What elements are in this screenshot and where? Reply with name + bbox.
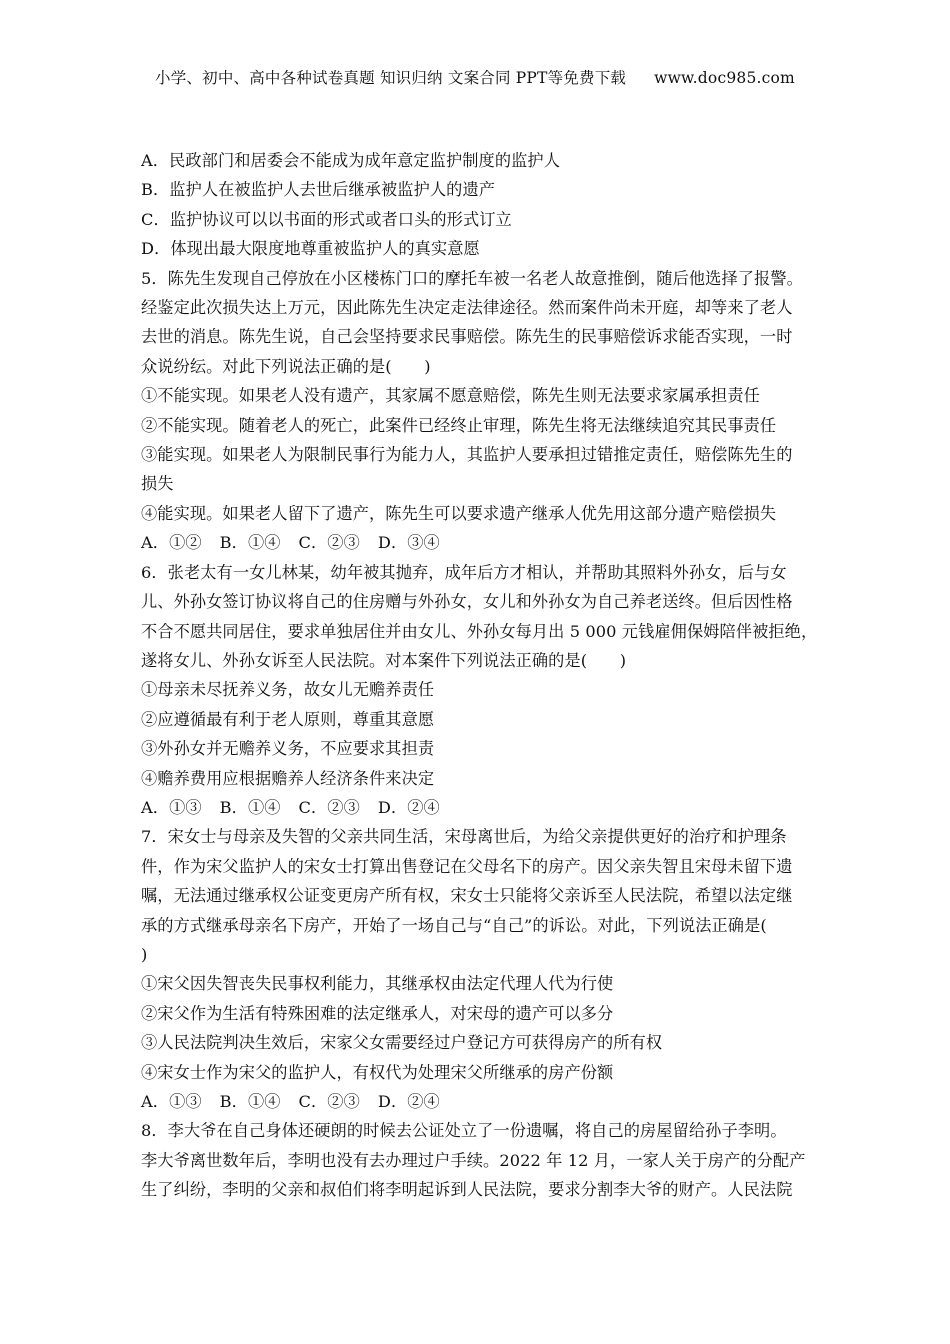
question-8 [141,1116,831,1204]
q5-stem-line: 经鉴定此次损失达上万元，因此陈先生决定走法律途径。然而案件尚未开庭，却等来了老人 [141,298,793,318]
q6-stem-line: 6．张老太有一女儿林某，幼年被其抛弃，成年后方才相认，并帮助其照料外孙女，后与女 [141,562,787,582]
q5-choices [141,528,831,557]
page-header [0,66,950,88]
q6-choice-d: D．②④ [377,797,440,817]
q6-item-1: ①母亲未尽抚养义务，故女儿无赡养责任 [141,680,435,700]
q8-stem-line: 生了纠纷，李明的父亲和叔伯们将李明起诉到人民法院，要求分割李大爷的财产。人民法院 [141,1180,793,1200]
q4-option-a: A．民政部门和居委会不能成为成年意定监护制度的监护人 [141,151,560,170]
q7-choices [141,1087,831,1116]
q6-choice-a: A．①③ [141,797,202,817]
q4-option-c: C．监护协议可以以书面的形式或者口头的形式订立 [141,209,512,229]
q6-item-3: ③外孙女并无赡养义务，不应要求其担责 [141,739,435,759]
q6-choice-c: C．②③ [298,797,360,817]
q7-item-1: ①宋父因失智丧失民事权利能力，其继承权由法定代理人代为行使 [141,974,614,994]
q7-item-4: ④宋女士作为宋父的监护人，有权代为处理宋父所继承的房产份额 [141,1062,614,1082]
q5-item-3: ③能实现。如果老人为限制民事行为能力人，其监护人要承担过错推定责任，赔偿陈先生的 [141,445,793,465]
q5-choice-d: D．③④ [377,533,440,553]
q5-choice-c: C．②③ [298,533,360,553]
q5-stem-line: 众说纷纭。对此下列说法正确的是( ) [141,356,431,376]
q6-stem-line: 不合不愿共同居住，要求单独居住并由女儿、外孙女每月出 5 000 元钱雇佣保姆陪伴被拒绝， [141,621,818,641]
q6-stem-line: 遂将女儿、外孙女诉至人民法院。对本案件下列说法正确的是( ) [141,650,627,670]
question-6 [141,558,831,823]
q5-choice-a: A．①② [141,533,202,553]
document-body [141,146,831,1205]
q7-choice-c: C．②③ [298,1092,360,1111]
q7-choice-b: B．①④ [219,1092,281,1111]
question-4-options [141,146,831,264]
q6-item-2: ②应遵循最有利于老人原则，尊重其意愿 [141,709,435,729]
q5-item-3-cont: 损失 [141,474,174,494]
q8-stem-line: 李大爷离世数年后，李明也没有去办理过户手续。2022 年 12 月，一家人关于房产的分配产 [141,1150,806,1170]
q7-stem-line: 7．宋女士与母亲及失智的父亲共同生活，宋母离世后，为给父亲提供更好的治疗和护理条 [141,827,787,847]
q7-stem-line: 件，作为宋父监护人的宋女士打算出售登记在父母名下的房产。因父亲失智且宋母未留下遗 [141,856,793,876]
q7-item-3: ③人民法院判决生效后，宋家父女需要经过户登记方可获得房产的所有权 [141,1033,663,1053]
q7-choice-d: D．②④ [377,1092,440,1111]
q5-stem-line: 去世的消息。陈先生说，自己会坚持要求民事赔偿。陈先生的民事赔偿诉求能否实现，一时 [141,327,793,347]
q7-stem-line: 承的方式继承母亲名下房产，开始了一场自己与“自己”的诉讼。对此，下列说法正确是( [141,915,767,935]
question-7 [141,822,831,1116]
q4-option-d: D．体现出最大限度地尊重被监护人的真实意愿 [141,239,480,259]
q5-item-1: ①不能实现。如果老人没有遗产，其家属不愿意赔偿，陈先生则无法要求家属承担责任 [141,386,760,406]
q6-item-4: ④赡养费用应根据赡养人经济条件来决定 [141,768,435,788]
q5-item-4: ④能实现。如果老人留下了遗产，陈先生可以要求遗产继承人优先用这部分遗产赔偿损失 [141,503,777,523]
header-slogan: 小学、初中、高中各种试卷真题 知识归纳 文案合同 PPT等免费下载 [155,69,627,87]
q7-item-2: ②宋父作为生活有特殊困难的法定继承人，对宋母的遗产可以多分 [141,1003,614,1023]
q7-stem-line: 嘱，无法通过继承权公证变更房产所有权，宋女士只能将父亲诉至人民法院，希望以法定继 [141,886,793,906]
q4-option-b: B．监护人在被监护人去世后继承被监护人的遗产 [141,180,496,200]
q5-choice-b: B．①④ [219,533,281,553]
q6-choice-b: B．①④ [219,797,281,817]
q6-stem-line: 儿、外孙女签订协议将自己的住房赠与外孙女，女儿和外孙女为自己养老送终。但后因性格 [141,592,793,612]
q7-choice-a: A．①③ [141,1092,202,1111]
q7-stem-line: ) [141,944,148,964]
q5-item-2: ②不能实现。随着老人的死亡，此案件已经终止审理，陈先生将无法继续追究其民事责任 [141,415,777,435]
question-5 [141,264,831,558]
q5-stem-line: 5．陈先生发现自己停放在小区楼栋门口的摩托车被一名老人故意推倒，随后他选择了报警。 [141,268,803,288]
q6-choices [141,793,831,822]
q8-stem-line: 8．李大爷在自己身体还硬朗的时候去公证处立了一份遗嘱，将自己的房屋留给孙子李明。 [141,1121,787,1141]
header-site-url[interactable]: www.doc985.com [654,69,795,87]
